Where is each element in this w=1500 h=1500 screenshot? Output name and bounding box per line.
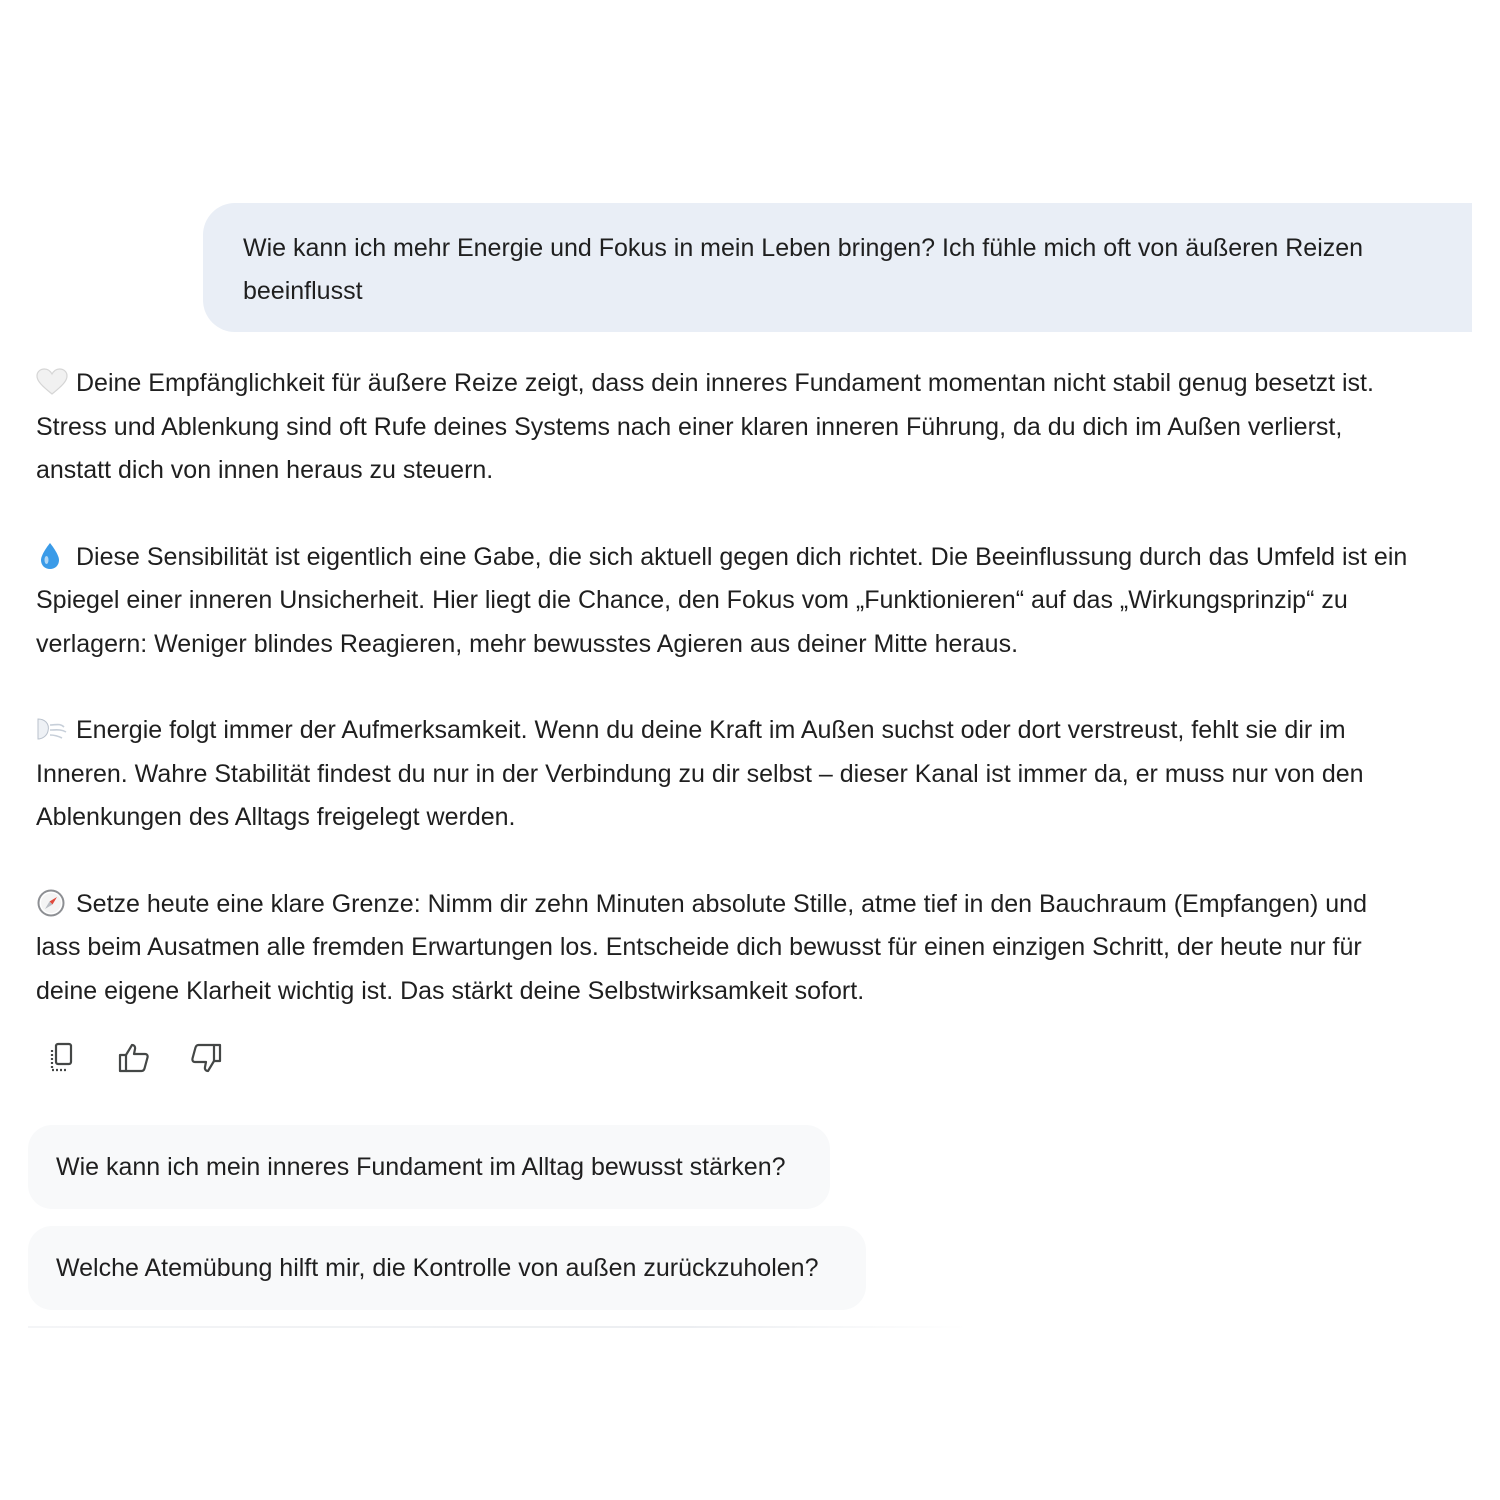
white-heart-icon <box>36 368 68 396</box>
divider <box>28 1326 968 1328</box>
suggestion-chip[interactable] <box>28 1226 866 1310</box>
copy-icon <box>47 1041 77 1080</box>
response-actions <box>36 1036 252 1084</box>
response-paragraph-text: Energie folgt immer der Aufmerksamkeit. Wenn du deine Kraft im Außen suchst oder dort verstreust, fehlt sie dir im Inneren. Wahre Stabilität findest du nur in der Verbindung zu dir selbst – dieser Kanal ist immer da, er muss nur von den Ablenkungen des Alltags freigelegt werden. <box>36 716 1364 831</box>
suggestion-chip[interactable] <box>28 1125 830 1209</box>
thumbs-up-icon <box>117 1042 151 1079</box>
suggestion-text: Welche Atemübung hilft mir, die Kontrolle von außen zurückzuholen? <box>56 1254 819 1282</box>
response-paragraph <box>36 709 1416 840</box>
droplet-icon <box>36 542 68 570</box>
response-paragraph <box>36 536 1416 667</box>
response-paragraph-text: Diese Sensibilität ist eigentlich eine Gabe, die sich aktuell gegen dich richtet. Die Beeinflussung durch das Umfeld ist ein Spiegel einer inneren Unsicherheit. Hier liegt die Chance, den Fokus vom „Funktionieren“ auf das „Wirkungsprinzip“ zu verlagern: Weniger blindes Reagieren, mehr bewusstes Agieren aus deiner Mitte heraus. <box>36 542 1408 658</box>
assistant-response <box>36 362 1416 1056</box>
thumbs-down-button[interactable] <box>180 1036 232 1084</box>
wind-face-icon <box>36 715 68 743</box>
compass-icon <box>36 889 68 917</box>
user-message-text: Wie kann ich mehr Energie und Fokus in mein Leben bringen? Ich fühle mich oft von äußeren Reizen beeinflusst <box>243 234 1364 305</box>
response-paragraph-text: Setze heute eine klare Grenze: Nimm dir zehn Minuten absolute Stille, atme tief in den Bauchraum (Empfangen) und lass beim Ausatmen alle fremden Erwartungen los. Entscheide dich bewusst für einen einzigen Schritt, der heute nur für deine eigene Klarheit wichtig ist. Das stärkt deine Selbstwirksamkeit sofort. <box>36 889 1367 1005</box>
response-paragraph <box>36 883 1416 1014</box>
thumbs-down-icon <box>189 1042 223 1079</box>
thumbs-up-button[interactable] <box>108 1036 160 1084</box>
response-paragraph <box>36 362 1416 493</box>
response-paragraph-text: Deine Empfänglichkeit für äußere Reize zeigt, dass dein inneres Fundament momentan nicht stabil genug besetzt ist. Stress und Ablenkung sind oft Rufe deines Systems nach einer klaren inneren Führung, da du dich im Außen verlierst, anstatt dich von innen heraus zu steuern. <box>36 369 1374 484</box>
user-message-bubble <box>203 203 1472 332</box>
copy-button[interactable] <box>36 1036 88 1084</box>
suggestion-text: Wie kann ich mein inneres Fundament im Alltag bewusst stärken? <box>56 1153 786 1181</box>
